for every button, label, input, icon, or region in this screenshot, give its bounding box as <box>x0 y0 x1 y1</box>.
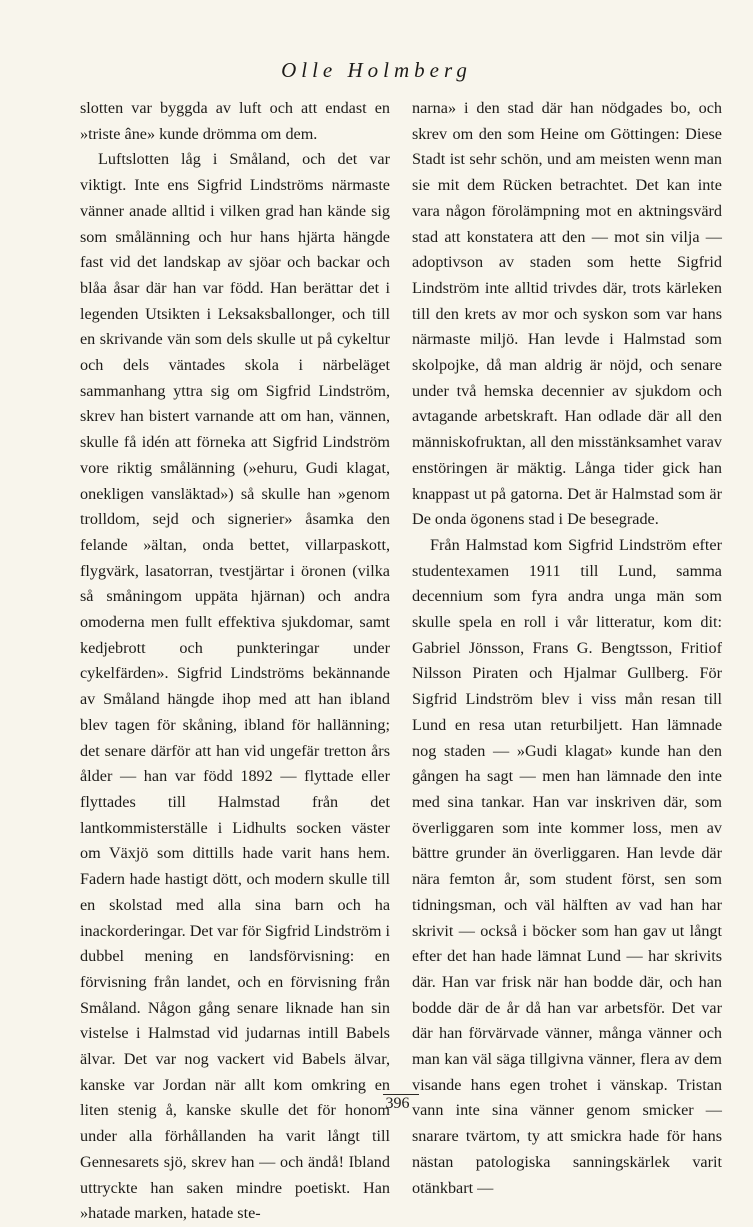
paragraph-continued: narna» i den stad där han nödgades bo, och skrev om den som Heine om Göttingen: Diese Stadt ist sehr schön, und am meisten wenn man sie mit dem Rücken betrachtet. Det kan inte vara någon förolämpning mot en aktningsvärd stad att konstatera att den — mot sin vilja — adoptivson av staden som hette Sigfrid Lindström inte alltid trivdes där, trots kärleken till den krets av mor och syskon som var hans närmaste miljö. Han levde i Halmstad som skolpojke, då man aldrig är nöjd, och senare under två hemska decennier av sjukdom och avtagande arbetskraft. Han odlade där all den människofruktan, all den misstänksamhet varav enstöringen är mäktig. Långa tider gick han knappast ut på gatorna. Det är Halmstad som är De onda ögonens stad i De besegrade. <box>412 99 722 529</box>
paragraph: Luftslotten låg i Småland, och det var viktigt. Inte ens Sigfrid Lindströms närmaste vänner anade alltid i vilken grad han kände sig som smålänning och hur hans hjärta hängde fast vid det landskap av sjöar och backar och blåa åsar där han var född. Han berättar det i legenden Utsikten i Leksaksballonger, och till en skrivande vän som dels skulle ut på cykeltur och dels väntades skola i närbeläget sammanhang yttra sig om Sigfrid Lindström, skrev han bistert varnande att om han, vännen, skulle få idén att förneka att Sigfrid Lindström vore riktig smålänning (»ehuru, Gudi klagat, onekligen vansläktad») så skulle han »genom trolldom, sejd och signerier» åsamka den felande »ältan, onda bettet, villarpaskott, flygvärk, lasatorran, tvestjärtar i öronen (vilka så småningom uppäta hjärnan) och andra omoderna men fullt effektiva sjukdomar, samt kedjebrott och punkteringar under cykelfärden». Sigfrid Lindströms bekännande av Småland hängde ihop med att han ibland blev tagen för skåning, ibland för hallänning; det senare därför att han vid ungefär tretton års ålder — han var född 1892 — flyttade eller flyttades till Halmstad från det lantkommisterställe i Lidhults socken väster om Växjö som dittills hade varit hans hem. Fadern hade hastigt dött, och modern skulle till en skolstad med alla sina barn och ha inackorderingar. Det var för Sigfrid Lindström i dubbel mening en landsförvisning: en förvisning från landet, och en förvisning från Småland. Någon gång senare liknade han sin vistelse i Halmstad vid judarnas intill Babels älvar. Det var nog vackert vid Babels älvar, kanske var Jordan när allt kom omkring en liten stenig å, kanske skulle det för honom under alla förhållanden ha varit långt till Gennesarets sjö, skrev han — och ändå! Ibland uttryckte han saken mindre poetiskt. Han »hatade marken, hatade ste- <box>80 150 390 1223</box>
right-column <box>412 96 722 1201</box>
page-number: 396 <box>385 1095 410 1112</box>
paragraph: Från Halmstad kom Sigfrid Lindström efter studentexamen 1911 till Lund, samma decennium som fyra andra unga män som skulle spela en roll i vår litteratur, kom dit: Gabriel Jönsson, Frans G. Bengtsson, Fritiof Nilsson Piraten och Hjalmar Gullberg. För Sigfrid Lindström blev i viss mån resan till Lund en resa utan returbiljett. Han lämnade nog staden — »Gudi klagat» kunde han den gången ha sagt — men han lämnade den inte med sina tankar. Han var inskriven där, som överliggaren som inte kommer loss, men av bättre grunder än överliggaren. Han levde där nära femton år, som student först, sen som tidningsman, och väl hälften av vad han har skrivit — också i böcker som han gav ut långt efter det han hade lämnat Lund — har skrivits där. Han var frisk när han bodde där, och han bodde där de år då han var arbetsför. Det var där han förvärvade vänner, många vänner och man kan väl säga tillgivna vänner, flera av dem visande hans egen trohet i vänskap. Tristan vann inte sina vänner genom smicker — snarare tvärtom, ty att smickra hade för hans nästan patologiska sanningskärlek varit otänkbart — <box>412 535 722 1197</box>
paragraph-continued: slotten var byggda av luft och att endast en »triste âne» kunde drömma om dem. <box>80 99 390 143</box>
running-head: Olle Holmberg <box>281 58 472 82</box>
left-column <box>80 96 390 1227</box>
